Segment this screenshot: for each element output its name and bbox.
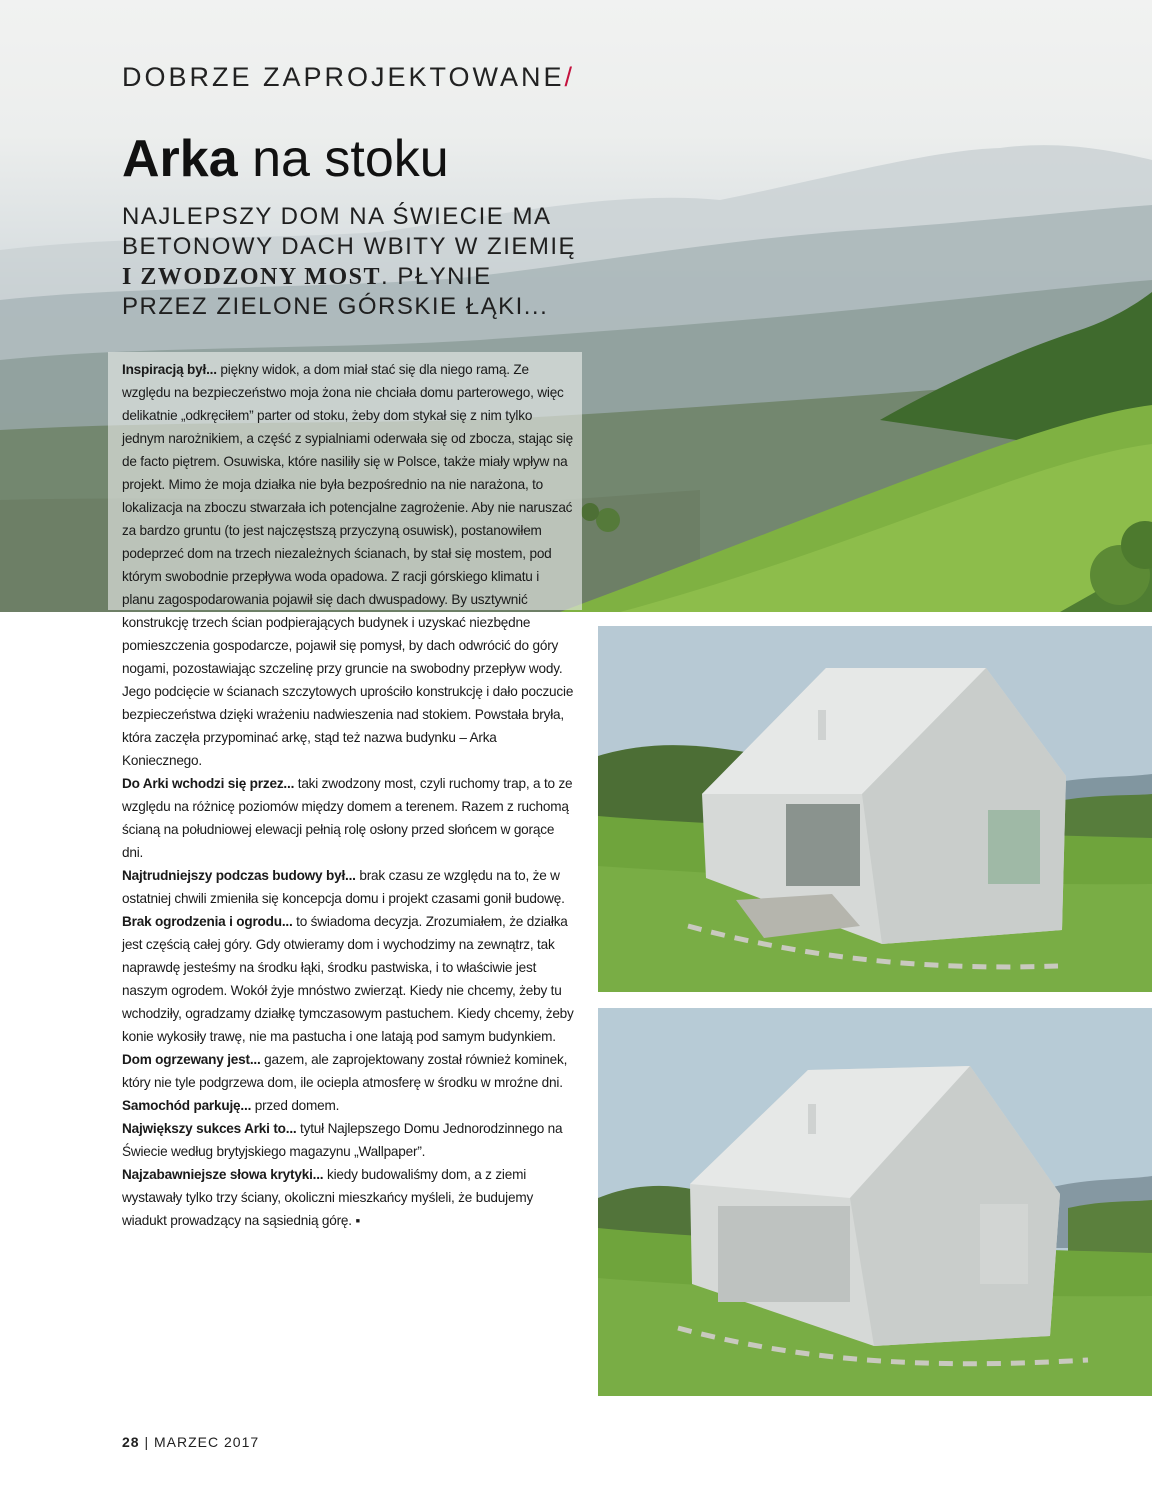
house-photo-front [598,626,1152,992]
body-paragraph: Dom ogrzewany jest... gazem, ale zaprojektowany został również kominek, który nie tyle podgrzewa dom, ile ociepla atmosferę w środku w mroźne dni. [122,1052,568,1090]
title-bold: Arka [122,130,238,188]
house-photo-side [598,1008,1152,1396]
article-body [122,358,574,1232]
page-number: 28 [122,1434,140,1450]
article-lead: NAJLEPSZY DOM NA ŚWIECIE MA BETONOWY DACH WBITY W ZIEMIĘ I ZWODZONY MOST. PŁYNIE PRZEZ ZIELONE GÓRSKIE ŁĄKI... [122,203,577,320]
page-footer: 28 | MARZEC 2017 [122,1434,260,1450]
section-label: DOBRZE ZAPROJEKTOWANE/ [122,62,576,92]
title-rest: na stoku [237,130,449,188]
body-paragraph: Do Arki wchodzi się przez... taki zwodzony most, czyli ruchomy trap, a to ze względu na różnicę poziomów między domem a terenem. Razem z ruchomą ścianą na południowej elewacji pełnią rolę osłony przed słońcem w gorące dni. [122,776,573,860]
issue-date: MARZEC 2017 [154,1434,260,1450]
body-paragraph: Brak ogrodzenia i ogrodu... to świadoma decyzja. Zrozumiałem, że działka jest częścią całej góry. Gdy otwieramy dom i wychodzimy na zewnątrz, tak naprawdę jesteśmy na środku łąki, środku pastwiska, i to właściwie jest naszym ogrodem. Wokół żyje mnóstwo zwierząt. Kiedy nie chcemy, żeby tu wchodziły, ogradzamy działkę tymczasowym pastuchem. Kiedy chcemy, żeby konie wykosiły trawę, nie ma pastucha i one latają pod samym budynkiem. [122,914,574,1044]
body-paragraph: Największy sukces Arki to... tytuł Najlepszego Domu Jednorodzinnego na Świecie według brytyjskiego magazynu „Wallpaper”. [122,1121,563,1159]
body-paragraph: Najzabawniejsze słowa krytyki... kiedy budowaliśmy dom, a z ziemi wystawały tylko trzy ściany, okoliczni mieszkańcy myśleli, że budujemy wiadukt prowadzący na sąsiednią górę. ▪ [122,1167,534,1228]
body-paragraph: Inspiracją był... piękny widok, a dom miał stać się dla niego ramą. Ze względu na bezpieczeństwo moja żona nie chciała domu parterowego, więc delikatnie „odkręciłem” parter od stoku, żeby dom stykał się z nim tylko jednym narożnikiem, a część z sypialniami oderwała się od zbocza, stając się de facto piętrem. Osuwiska, które nasiliły się w Polsce, także miały wpływ na projekt. Mimo że moja działka nie była bezpośrednio na nie narażona, to lokalizacja na zboczu stwarzała ich potencjalne zagrożenie. Aby nie naruszać za bardzo gruntu (to jest najczęstszą przyczyną osuwisk), postanowiłem podeprzeć dom na trzech niezależnych ścianach, by stał się mostem, pod którym swobodnie przepływa woda opadowa. Z racji górskiego klimatu i planu zagospodarowania pojawił się dach dwuspadowy. By usztywnić konstrukcję trzech ścian podpierających budynek i uzyskać niezbędne pomieszczenia gospodarcze, pojawił się pomysł, by dach odwrócić do góry nogami, pozostawiając szczelinę przy gruncie na swobodny przepływ wody. Jego podcięcie w ścianach szczytowych uprościło konstrukcję i dało poczucie bezpieczeństwa dzięki wrażeniu nadwieszenia nad stokiem. Powstała bryła, która zaczęła przypominać arkę, stąd też nazwa budynku – Arka Koniecznego. [122,362,574,768]
body-paragraph: Najtrudniejszy podczas budowy był... brak czasu ze względu na to, że w ostatniej chwili zmieniła się koncepcja domu i projekt czasami gonił budowę. [122,868,565,906]
lead-bold: I ZWODZONY MOST [122,264,381,290]
section-slash: / [564,62,576,92]
body-paragraph: Samochód parkuję... przed domem. [122,1098,340,1113]
house-side-illustration [598,1008,1152,1396]
house-front-illustration [598,626,1152,992]
article-title [122,128,449,190]
